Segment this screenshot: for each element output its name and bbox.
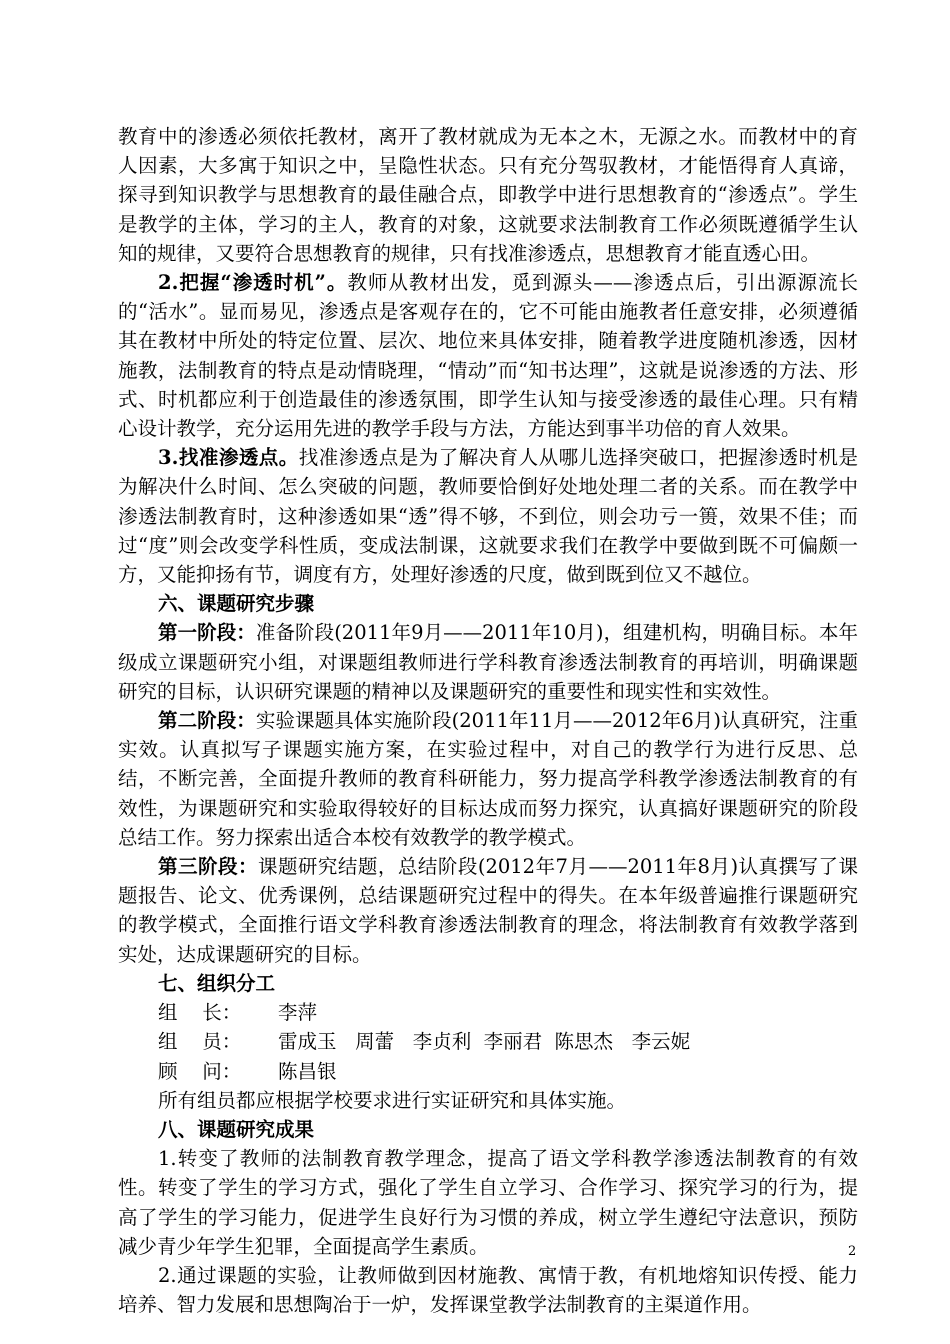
paragraph-infiltration-point-lead: 3.找准渗透点。 [158, 446, 299, 470]
org-members-names: 雷成玉 周蕾 李贞利 李丽君 陈思杰 李云妮 [278, 1030, 691, 1054]
paragraph-timing-lead: 2.把握“渗透时机”。 [158, 271, 348, 295]
org-advisor-name: 陈昌银 [278, 1059, 337, 1083]
page-number: 2 [848, 1244, 857, 1259]
org-advisor-row [118, 1057, 858, 1086]
paragraph-stage-two [118, 706, 858, 852]
paragraph-infiltration-point [118, 443, 858, 589]
paragraph-timing [118, 268, 858, 443]
document-body [118, 122, 858, 1319]
paragraph-stage-two-body: 实验课题具体实施阶段(2011年11月——2012年6月)认真研究，注重实效。认真拟写子课题实施方案，在实验过程中，对自己的教学行为进行反思、总结，不断完善，全面提升教师的教育科研能力，努力提高学科教学渗透法制教育的有效性，为课题研究和实验取得较好的目标达成而努力探究，认真搞好课题研究的阶段总结工作。努力探索出适合本校有效教学的教学模式。 [118, 709, 858, 849]
paragraph-stage-two-lead: 第二阶段： [158, 709, 256, 733]
section-heading-research-steps: 六、课题研究步骤 [158, 592, 315, 616]
paragraph-stage-three-body: 课题研究结题，总结阶段(2012年7月——2011年8月)认真撰写了课题报告、论文、优秀课例，总结课题研究过程中的得失。在本年级普遍推行课题研究的教学模式，全面推行语文学科教育渗透法制教育的理念，将法制教育有效教学落到实处，达成课题研究的目标。 [118, 855, 858, 966]
org-advisor-role: 顾 问： [158, 1059, 242, 1083]
paragraph-stage-one-lead: 第一阶段： [158, 621, 256, 645]
paragraph-material-infiltration: 教育中的渗透必须依托教材，离开了教材就成为无本之木，无源之水。而教材中的育人因素，大多寓于知识之中，呈隐性状态。只有充分驾驭教材，才能悟得育人真谛，探寻到知识教学与思想教育的最佳融合点，即教学中进行思想教育的“渗透点”。学生是教学的主体，学习的主人，教育的对象，这就要求法制教育工作必须既遵循学生认知的规律，又要符合思想教育的规律，只有找准渗透点，思想教育才能直透心田。 [118, 125, 858, 265]
paragraph-stage-one [118, 618, 858, 706]
paragraph-stage-three [118, 852, 858, 969]
paragraph-stage-three-lead: 第三阶段： [158, 855, 258, 879]
paragraph-members-note: 所有组员都应根据学校要求进行实证研究和具体实施。 [158, 1088, 627, 1112]
paragraph-result-two: 2.通过课题的实验，让教师做到因材施教、寓情于教，有机地熔知识传授、能力培养、智力发展和思想陶冶于一炉，发挥课堂教学法制教育的主渠道作用。 [118, 1263, 858, 1317]
section-heading-results: 八、课题研究成果 [158, 1117, 315, 1141]
paragraph-timing-body: 教师从教材出发，觅到源头——渗透点后，引出源源流长的“活水”。显而易见，渗透点是客观存在的，它不可能由施教者任意安排，必须遵循其在教材中所处的特定位置、层次、地位来具体安排，随着教学进度随机渗透，因材施教，法制教育的特点是动情晓理，“情动”而“知书达理”，这就是说渗透的方法、形式、时机都应利于创造最佳的渗透氛围，即学生认知与接受渗透的最佳心理。只有精心设计教学，充分运用先进的教学手段与方法，方能达到事半功倍的育人效果。 [118, 271, 858, 441]
org-members-role: 组 员： [158, 1030, 242, 1054]
org-leader-name: 李萍 [278, 1001, 318, 1025]
section-heading-organization: 七、组织分工 [158, 971, 276, 995]
paragraph-result-one: 1.转变了教师的法制教育教学理念，提高了语文学科教学渗透法制教育的有效性。转变了学生的学习方式，强化了学生自立学习、合作学习、探究学习的行为，提高了学生的学习能力，促进学生良好行为习惯的养成，树立学生遵纪守法意识，预防减少青少年学生犯罪，全面提高学生素质。 [118, 1147, 858, 1258]
paragraph-infiltration-point-body: 找准渗透点是为了解决育人从哪儿选择突破口，把握渗透时机是为解决什么时间、怎么突破的问题，教师要恰倒好处地处理二者的关系。而在教学中渗透法制教育时，这种渗透如果“透”得不够，不到位，则会功亏一篑，效果不佳；而过“度”则会改变学科性质，变成法制课，这就要求我们在教学中要做到既不可偏颇一方，又能抑扬有节，调度有方，处理好渗透的尺度，做到既到位又不越位。 [118, 446, 858, 587]
org-leader-row [118, 998, 858, 1027]
paragraph-stage-one-body: 准备阶段(2011年9月——2011年10月)，组建机构，明确目标。本年级成立课题研究小组，对课题组教师进行学科教育渗透法制教育的再培训，明确课题研究的目标，认识研究课题的精神以及课题研究的重要性和现实性和实效性。 [118, 621, 858, 703]
org-leader-role: 组 长： [158, 1001, 242, 1025]
org-members-row [118, 1027, 858, 1056]
